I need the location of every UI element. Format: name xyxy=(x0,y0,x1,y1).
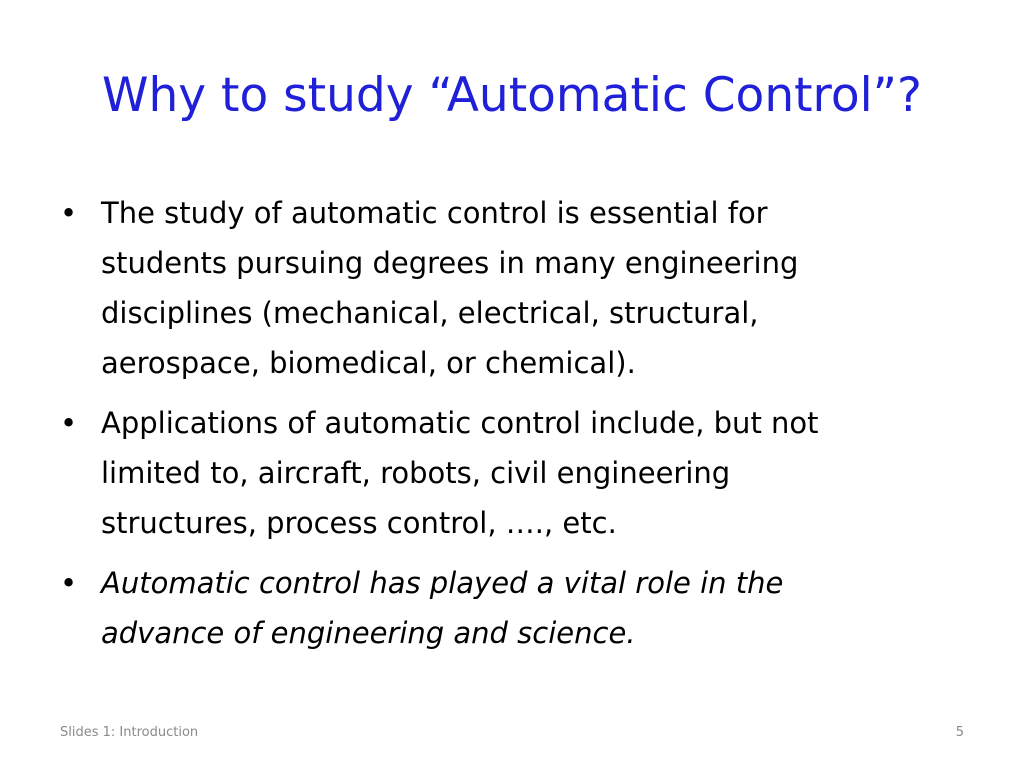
bullet-item xyxy=(60,188,980,388)
bullet-item xyxy=(60,398,980,548)
bullet-item xyxy=(60,558,980,658)
bullet-line: Automatic control has played a vital role in the xyxy=(101,566,784,600)
bullet-line: disciplines (mechanical, electrical, structural, xyxy=(101,296,759,330)
bullet-icon: • xyxy=(60,566,78,600)
slide-title: Why to study “Automatic Control”? xyxy=(102,68,922,123)
bullet-line: students pursuing degrees in many engineering xyxy=(101,246,799,280)
bullet-line: Applications of automatic control include, but not xyxy=(101,406,819,440)
bullet-line: The study of automatic control is essential for xyxy=(101,196,768,230)
bullet-icon: • xyxy=(60,196,78,230)
bullet-line: limited to, aircraft, robots, civil engineering xyxy=(101,456,731,490)
bullet-line: aerospace, biomedical, or chemical). xyxy=(101,346,636,380)
bullet-icon: • xyxy=(60,406,78,440)
bullet-line: structures, process control, …., etc. xyxy=(101,506,617,540)
page-number: 5 xyxy=(955,725,964,740)
footer-label: Slides 1: Introduction xyxy=(60,725,199,740)
bullet-list xyxy=(60,188,980,668)
bullet-line: advance of engineering and science. xyxy=(101,616,636,650)
